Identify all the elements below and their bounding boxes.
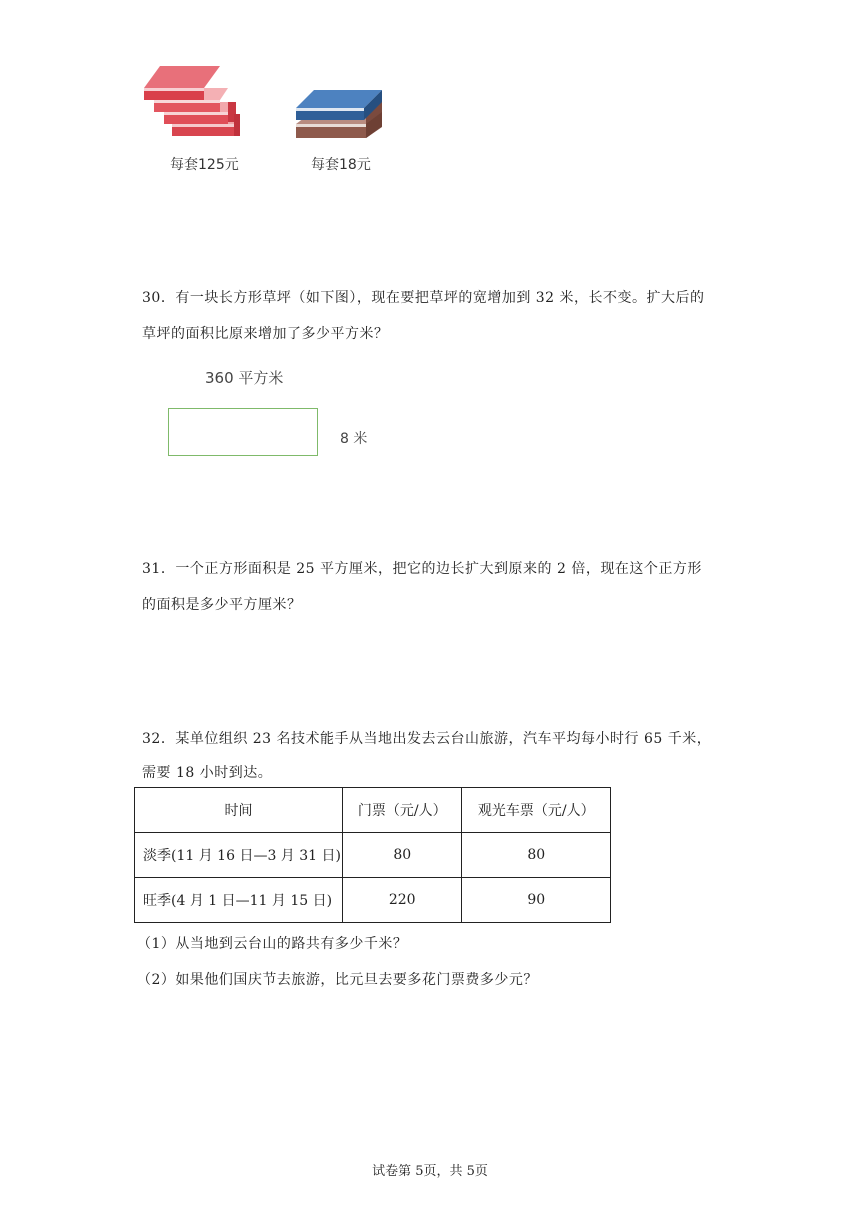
blue-books-icon [292, 86, 386, 146]
table-cell: 80 [342, 833, 462, 878]
table-cell: 旺季(4 月 1 日—11 月 15 日) [135, 878, 343, 923]
red-books-caption: 每套125元 [170, 157, 239, 173]
question-32-sub-2: （2）如果他们国庆节去旅游，比元旦去要多花门票费多少元？ [137, 972, 538, 988]
blue-books-image [292, 86, 386, 146]
red-books-icon [142, 62, 246, 150]
lawn-width-label: 8 米 [340, 431, 368, 447]
table-row [135, 833, 611, 878]
table-cell: 220 [342, 878, 462, 923]
table-cell: 淡季(11 月 16 日—3 月 31 日) [135, 833, 343, 878]
table-header-row [135, 788, 611, 833]
table-row [135, 878, 611, 923]
lawn-area-label: 360 平方米 [205, 369, 284, 387]
question-32-line-2: 需要 18 小时到达。 [142, 765, 273, 781]
question-32-line-1: 32．某单位组织 23 名技术能手从当地出发去云台山旅游，汽车平均每小时行 65 千米， [142, 731, 712, 747]
question-30-line-1: 30．有一块长方形草坪（如下图），现在要把草坪的宽增加到 32 米，长不变。扩大后的 [142, 290, 705, 306]
ticket-price-table [134, 787, 611, 923]
question-31-line-2: 的面积是多少平方厘米？ [142, 597, 302, 613]
page-footer: 试卷第 5页，共 5页 [372, 1164, 488, 1179]
question-30-line-2: 草坪的面积比原来增加了多少平方米？ [142, 326, 389, 342]
table-header-cell: 观光车票（元/人） [462, 788, 611, 833]
blue-books-caption: 每套18元 [311, 157, 371, 173]
table-header-cell: 门票（元/人） [342, 788, 462, 833]
red-books-image [142, 62, 246, 150]
table-cell: 90 [462, 878, 611, 923]
table-cell: 80 [462, 833, 611, 878]
question-32-sub-1: （1）从当地到云台山的路共有多少千米？ [137, 936, 408, 952]
question-31-line-1: 31．一个正方形面积是 25 平方厘米，把它的边长扩大到原来的 2 倍，现在这个正方形 [142, 561, 702, 577]
lawn-rectangle [168, 408, 318, 456]
table-header-cell: 时间 [135, 788, 343, 833]
